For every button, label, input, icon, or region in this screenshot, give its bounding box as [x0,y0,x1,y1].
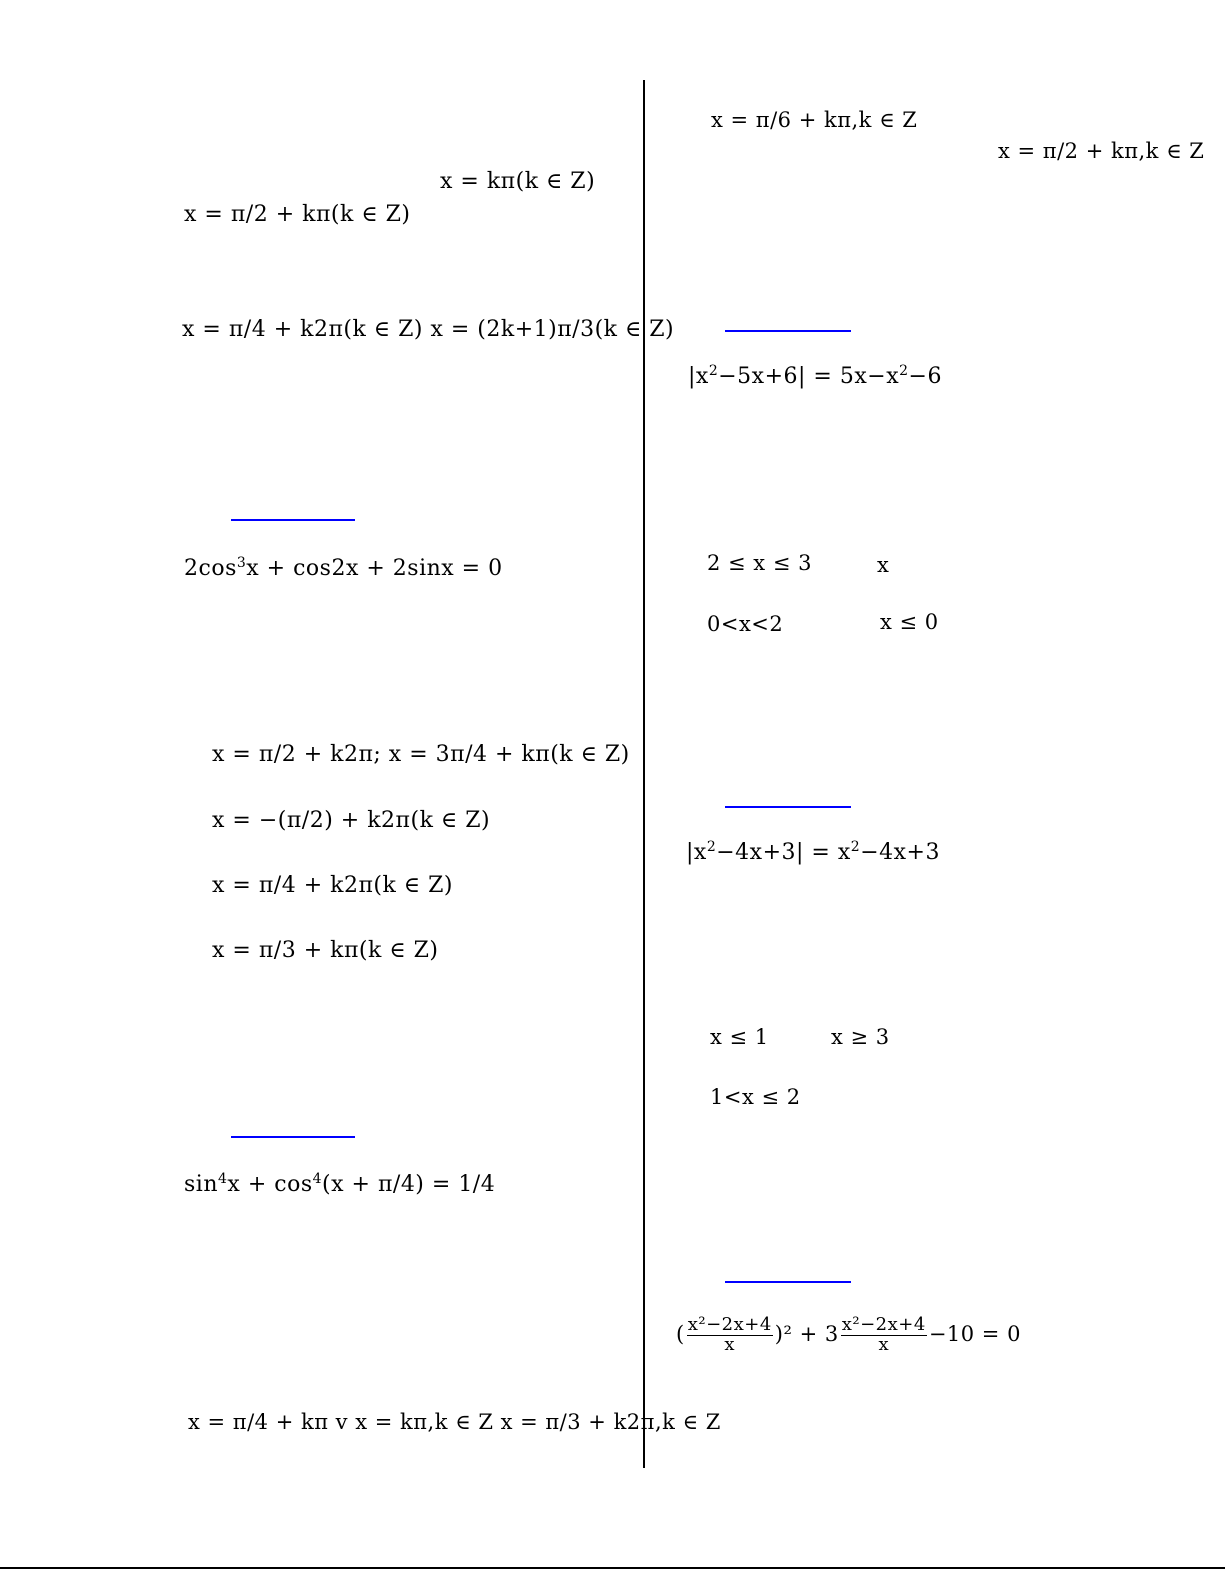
question-6-link[interactable] [725,1281,851,1283]
question-3-link[interactable] [231,1136,355,1138]
question-2-option-d[interactable]: x = π/3 + kπ(k ∈ Z) [212,938,439,963]
question-6-equation: ( $\frac{\text{x²−2x+4}}{x}$ )² + 3 $\frac{\text{x²−2x+4}}{x}$ −10 = 0 [676,1314,1021,1355]
question-5-option-a[interactable]: x ≤ 1 [710,1025,769,1049]
question-4-option-b-var: x ≤ 0 [880,610,939,634]
right-answer-b: x = π/2 + kπ,k ∈ Z [998,139,1205,163]
question-2-link[interactable] [231,519,355,521]
question-4-option-a-range[interactable]: 2 ≤ x ≤ 3 [707,551,812,575]
question-4-equation: $|x^2-5x+6| = 5x-x^2-6$ [688,363,942,389]
question-3-equation: $\sin^4x + \cos^4(x + \pi/4) = 1/4$ [184,1171,496,1197]
question-2-option-b[interactable]: x = −(π/2) + k2π(k ∈ Z) [212,808,491,833]
question-4-option-b-range[interactable]: 0<x<2 [707,612,784,636]
answer-a: x = kπ(k ∈ Z) [440,169,596,194]
right-answer-a: x = π/6 + kπ,k ∈ Z [711,108,918,132]
answer-b: x = π/2 + kπ(k ∈ Z) [184,202,411,227]
question-2-option-c[interactable]: x = π/4 + k2π(k ∈ Z) [212,873,453,898]
question-4-link[interactable] [725,330,851,332]
question-5-link[interactable] [725,806,851,808]
question-2-equation: $2\cos^3x + \cos 2x + 2\sin x = 0$ [184,555,503,581]
question-5-option-a-alt: x ≥ 3 [831,1025,890,1049]
question-5-option-b[interactable]: 1<x ≤ 2 [710,1085,801,1109]
answer-c: x = π/4 + k2π(k ∈ Z) x = (2k+1)π/3(k ∈ Z) [182,317,675,342]
question-4-option-a-var: x [877,553,890,577]
column-divider [643,80,645,1468]
question-5-equation: $|x^2-4x+3| = x^2-4x+3$ [686,839,940,865]
fraction-2: $\frac{\text{x²−2x+4}}{x}$ [841,1314,926,1355]
page-bottom-rule [0,1567,1225,1569]
question-2-option-a[interactable]: x = π/2 + k2π; x = 3π/4 + kπ(k ∈ Z) [212,742,630,767]
fraction-1: $\frac{\text{x²−2x+4}}{x}$ [687,1314,772,1355]
bottom-answer: x = π/4 + kπ v x = kπ,k ∈ Z x = π/3 + k2π,k ∈ Z [188,1410,721,1434]
